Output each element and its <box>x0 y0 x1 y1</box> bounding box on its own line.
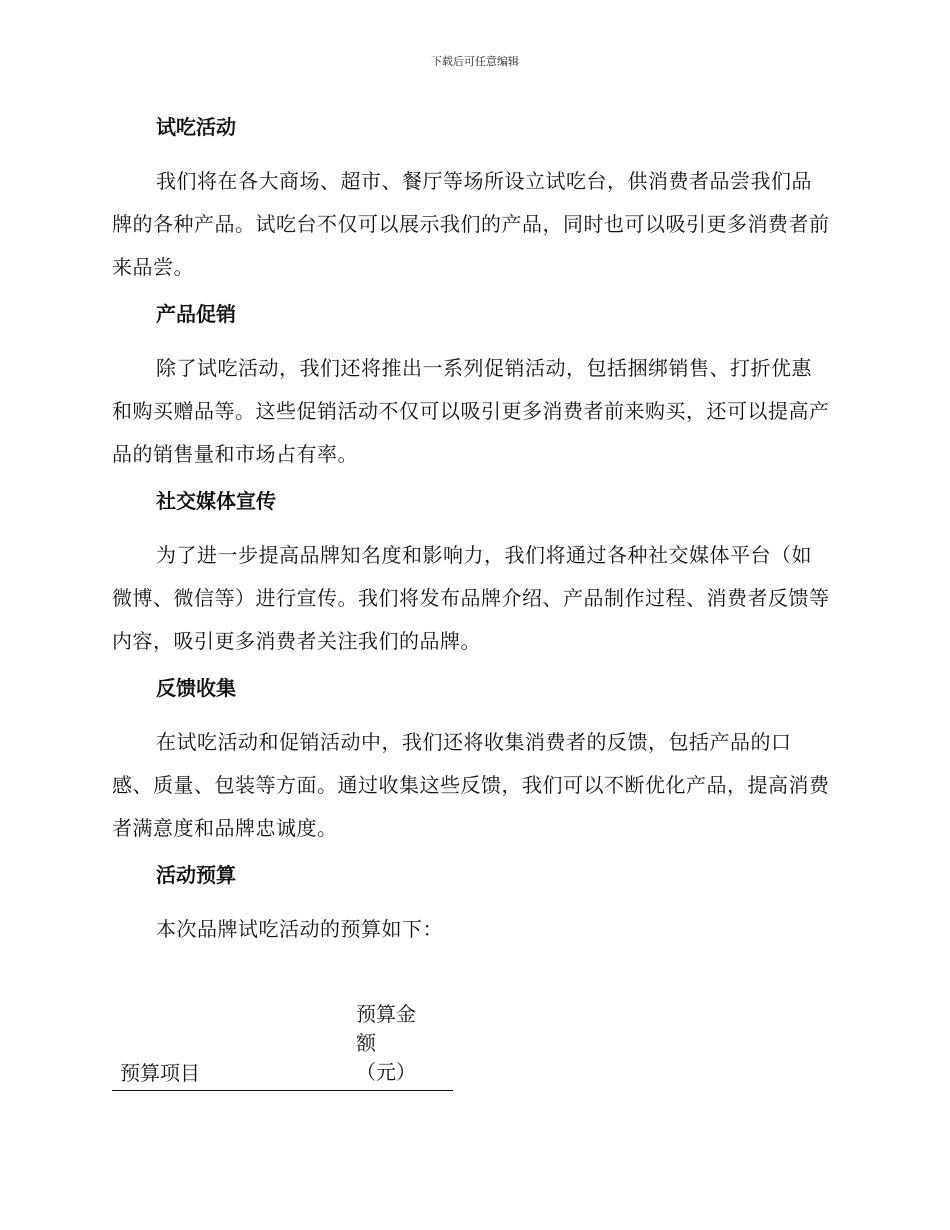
section-heading-budget: 活动预算 <box>156 863 236 887</box>
section-heading-social-media: 社交媒体宣传 <box>156 489 276 513</box>
section-heading-tasting: 试吃活动 <box>156 115 236 139</box>
header-budget-item: 预算项目 <box>112 1000 356 1091</box>
page-header: 下载后可任意编辑 <box>431 55 519 68</box>
section-paragraph-budget: 本次品牌试吃活动的预算如下： <box>156 917 443 941</box>
header-budget-amount-line-1: 预算金 <box>356 1002 416 1026</box>
section-paragraph-social-media: 为了进一步提高品牌知名度和影响力，我们将通过各种社交媒体平台（如微博、微信等）进行宣传。我们将发布品牌介绍、产品制作过程、消费者反馈等内容，吸引更多消费者关注我们的品牌。 <box>112 543 830 653</box>
budget-table <box>112 1000 453 1091</box>
table-header-row <box>112 1000 453 1091</box>
section-paragraph-promotion: 除了试吃活动，我们还将推出一系列促销活动，包括捆绑销售、打折优惠和购买赠品等。这些促销活动不仅可以吸引更多消费者前来购买，还可以提高产品的销售量和市场占有率。 <box>112 356 830 466</box>
section-heading-promotion: 产品促销 <box>156 302 236 326</box>
section-paragraph-feedback: 在试吃活动和促销活动中，我们还将收集消费者的反馈，包括产品的口感、质量、包装等方面。通过收集这些反馈，我们可以不断优化产品，提高消费者满意度和品牌忠诚度。 <box>112 730 830 840</box>
header-budget-amount-line-2: 额 <box>356 1031 376 1055</box>
header-budget-amount <box>356 1000 453 1091</box>
section-paragraph-tasting: 我们将在各大商场、超市、餐厅等场所设立试吃台，供消费者品尝我们品牌的各种产品。试吃台不仅可以展示我们的产品，同时也可以吸引更多消费者前来品尝。 <box>112 169 830 279</box>
document-body <box>112 110 830 959</box>
header-budget-amount-line-3: （元） <box>356 1060 416 1084</box>
section-heading-feedback: 反馈收集 <box>156 676 236 700</box>
budget-table-container <box>112 1000 453 1091</box>
